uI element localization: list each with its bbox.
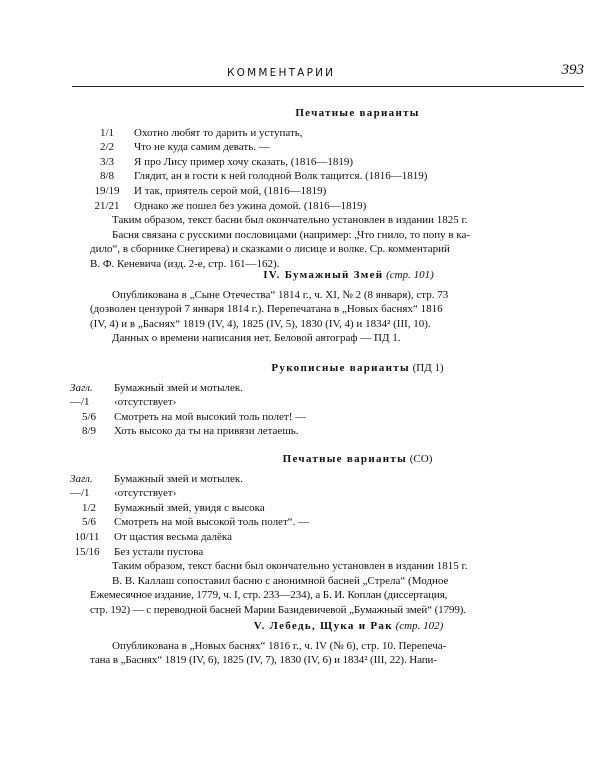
header-rule [72,86,584,87]
variant-row [70,545,585,560]
section-heading-text: Печатные варианты [282,453,407,465]
section-printed-variants-2 [70,452,585,618]
section-heading-source: (ПД 1) [412,362,444,374]
variant-text: Бумажный змей, увидя с высока [114,501,265,514]
paragraph-line: (дозволен цензурой 7 января 1814 г.). Перепечатана в „Новых баснях“ 1816 [90,303,443,316]
paragraph [90,639,585,668]
paragraph-line: В. В. Каллаш сопоставил басню с анонимной басней „Стрела“ (Модное [112,574,449,587]
variant-ref: 10/11 [74,530,100,543]
fable-title: V. Лебедь, Щука и Рак [253,620,393,632]
variant-ref: 19/19 [94,184,120,197]
variant-ref: Загл. [70,472,93,485]
section-printed-variants-1 [90,106,585,272]
variant-row [90,169,585,184]
section-heading-source: (СО) [409,453,433,465]
page-number: 393 [561,62,584,78]
variant-ref: 5/6 [81,516,97,529]
paragraph-line: Басня связана с русскими пословицами (например: „Что гнило, то попу в ка- [112,228,471,241]
variant-text: Что не куда самим девать. — [134,141,270,154]
variant-row [70,472,585,487]
section-heading-text: Рукописные варианты [271,362,410,374]
variant-ref: 2/2 [99,141,115,154]
section-heading [90,361,585,376]
variant-row [70,515,585,530]
variant-row [70,486,585,501]
variant-text: Хоть высоко да ты на привязи летаешь. [114,425,299,438]
variant-ref: 21/21 [94,199,120,212]
paragraph-line: Ежемесячное издание, 1779, ч. I, стр. 233—234), а Б. И. Коплан (диссертация, [90,589,448,602]
variant-text: Глядит, ан в гости к ней голодной Волк тащится. (1816—1819) [134,170,428,183]
variant-ref: Загл. [70,381,93,394]
variant-row [90,140,585,155]
variant-ref: —/1 [70,487,90,500]
paragraph-line: Опубликована в „Новых баснях“ 1816 г., ч. IV (№ 6), стр. 10. Перепеча- [112,639,447,652]
variant-text: ‹отсутствует› [114,396,177,409]
fable-page-ref: (стр. 102) [395,620,444,632]
variant-text: От щастия весьма далёка [114,530,232,543]
variant-row [90,199,585,214]
paragraph-line: дило“, в сборнике Снегирева) и сказками о лисице и волке. Ср. комментарий [90,243,450,256]
variant-ref: 15/16 [74,545,100,558]
variant-row [70,501,585,516]
variant-ref: 1/1 [99,126,115,139]
variant-text: Без устали пустова [114,545,204,558]
section-manuscript-variants [70,361,585,439]
variant-row [70,395,585,410]
paragraph-line: В. Ф. Кеневича (изд. 2-е, стр. 161—162). [90,257,280,270]
variant-row [70,381,585,396]
paragraph [90,228,585,272]
variant-ref: 8/9 [81,425,97,438]
paragraph: Данных о времени написания нет. Беловой автограф — ПД 1. [112,332,401,345]
paragraph-line: (IV, 4) и в „Баснях“ 1819 (IV, 4), 1825 (IV, 5), 1830 (IV, 4) и 1834² (III, 10). [90,317,431,330]
variant-ref: 8/8 [99,170,115,183]
variant-ref: 3/3 [99,155,115,168]
fable-title: IV. Бумажный Змей [263,269,384,281]
section-fable-v [90,619,585,668]
variant-row [90,184,585,199]
paragraph: Таким образом, текст басни был окончательно установлен в издании 1825 г. [112,214,468,227]
running-title: КОММЕНТАРИИ [227,67,336,79]
variant-text: Бумажный змей и мотылек. [114,472,243,485]
variant-row [70,424,585,439]
fable-heading [90,619,585,634]
paragraph-line: стр. 192) — с переводной басней Марии Базидевичевой „Бумажный змей“ (1799). [90,603,466,616]
paragraph [90,288,585,332]
paragraph [90,574,585,618]
section-heading: Печатные варианты [295,107,420,119]
variant-text: Смотреть на мой высокий толь полет! — [114,410,307,423]
fable-heading [90,268,585,283]
variant-text: ‹отсутствует› [114,487,177,500]
variant-text: И так, приятель серой мой, (1816—1819) [134,184,327,197]
variant-text: Охотно любят то дарить и уступать, [134,126,303,139]
paragraph: Таким образом, текст басни был окончательно установлен в издании 1815 г. [112,560,468,573]
variant-text: Смотреть на мой высокой толь полет“. — [114,516,310,529]
variant-ref: 5/6 [81,410,97,423]
fable-page-ref: (стр. 101) [386,269,434,281]
variant-text: Бумажный змей и мотылек. [114,381,243,394]
variant-text: Я про Лису пример хочу сказать, (1816—1819) [134,155,354,168]
variant-text: Однако же пошел без ужина домой. (1816—1819) [134,199,367,212]
variant-ref: —/1 [70,396,90,409]
variant-row [90,126,585,141]
section-fable-iv [90,268,585,346]
variant-row [70,410,585,425]
section-heading [90,452,585,467]
variant-row [90,155,585,170]
variant-row [70,530,585,545]
running-header [72,62,584,84]
paragraph-line: тана в „Баснях“ 1819 (IV, 6), 1825 (IV, 7), 1830 (IV, 6) и 1834² (III, 22). Напи- [90,654,437,667]
paragraph-line: Опубликована в „Сыне Отечества“ 1814 г., ч. XI, № 2 (8 января), стр. 73 [112,288,449,301]
variant-ref: 1/2 [81,501,97,514]
